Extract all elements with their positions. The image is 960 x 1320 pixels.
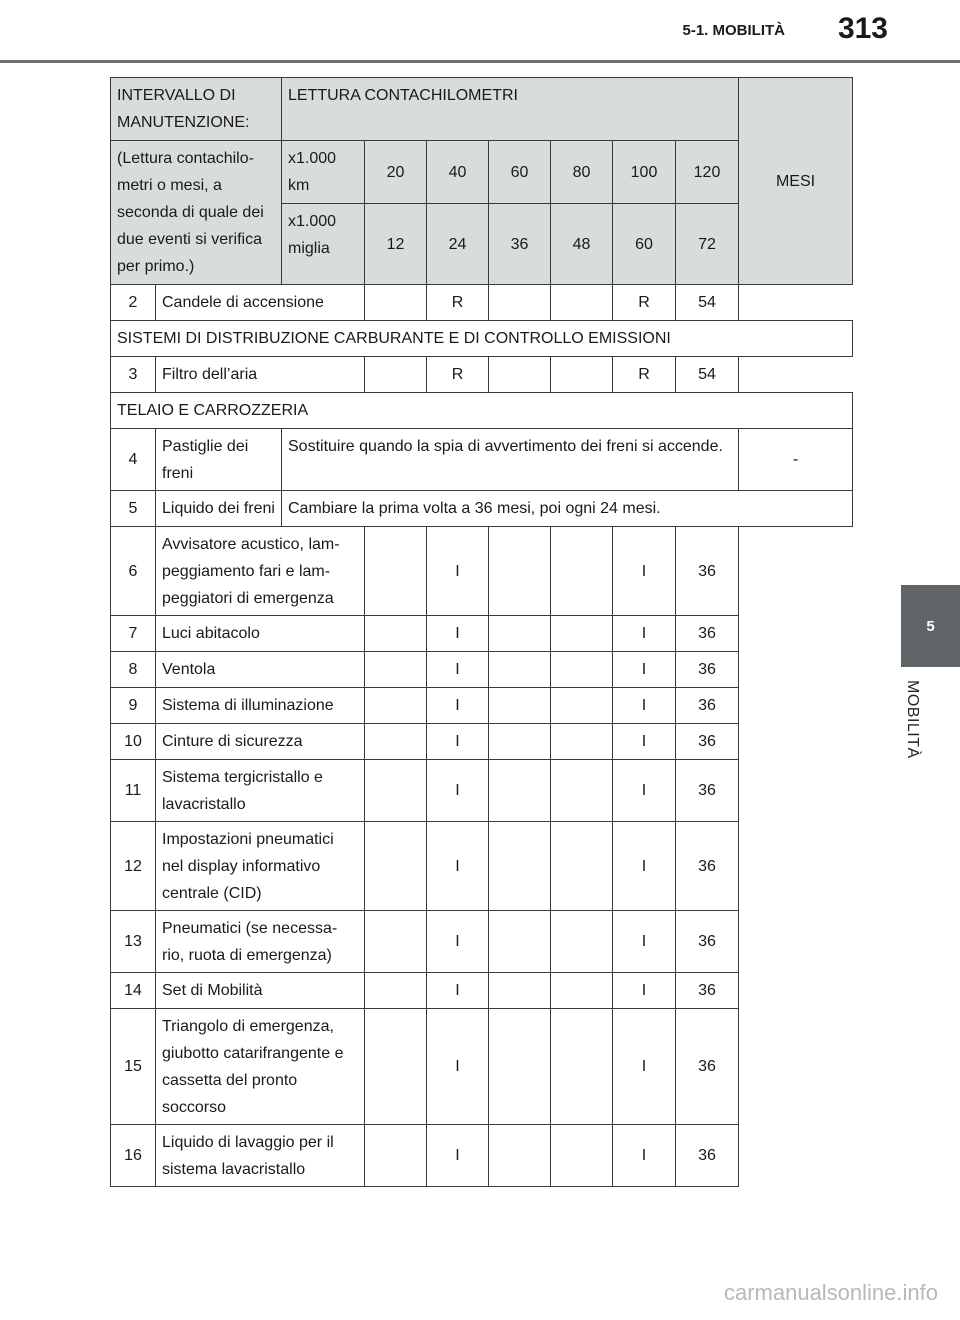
row-item: Set di Mobilità xyxy=(156,973,365,1009)
table-row xyxy=(111,429,853,491)
cell-mark: R xyxy=(613,357,676,393)
row-months: 36 xyxy=(676,688,739,724)
row-number: 11 xyxy=(111,760,156,822)
table-row xyxy=(111,724,853,760)
row-months: 36 xyxy=(676,760,739,822)
cell-mark: I xyxy=(427,527,489,616)
section-chassis-body: TELAIO E CARROZZERIA xyxy=(111,393,853,429)
row-months: 36 xyxy=(676,911,739,973)
cell-mark: I xyxy=(427,822,489,911)
row-number: 16 xyxy=(111,1125,156,1187)
interval-note: (Lettura contachilo-metri o mesi, a seconda di quale dei due eventi si verifica per primo.) xyxy=(111,141,282,285)
section-row xyxy=(111,321,853,357)
chapter-label: MOBILITÀ xyxy=(904,680,921,759)
row-months: 36 xyxy=(676,822,739,911)
cell-mark: I xyxy=(427,1125,489,1187)
table-row xyxy=(111,491,853,527)
cell-mark: R xyxy=(613,285,676,321)
cell-mark: I xyxy=(613,688,676,724)
row-number: 8 xyxy=(111,652,156,688)
row-number: 3 xyxy=(111,357,156,393)
row-item: Sistema tergicristallo e lavacristallo xyxy=(156,760,365,822)
row-number: 2 xyxy=(111,285,156,321)
row-item: Sistema di illuminazione xyxy=(156,688,365,724)
miles-value: 36 xyxy=(489,204,551,285)
row-number: 6 xyxy=(111,527,156,616)
row-item: Liquido dei freni xyxy=(156,491,282,527)
maintenance-table xyxy=(110,77,853,1187)
cell-mark: I xyxy=(613,911,676,973)
header-divider xyxy=(0,60,960,63)
km-value: 80 xyxy=(551,141,613,204)
row-item: Cinture di sicurezza xyxy=(156,724,365,760)
cell-mark: R xyxy=(427,357,489,393)
header-row-1 xyxy=(111,78,853,141)
table-row xyxy=(111,652,853,688)
row-number: 13 xyxy=(111,911,156,973)
cell-mark: I xyxy=(613,760,676,822)
km-value: 120 xyxy=(676,141,739,204)
row-months: 36 xyxy=(676,1009,739,1125)
row-number: 14 xyxy=(111,973,156,1009)
miles-value: 60 xyxy=(613,204,676,285)
cell-mark: I xyxy=(613,652,676,688)
row-months: 36 xyxy=(676,652,739,688)
row-item: Filtro dell’aria xyxy=(156,357,365,393)
chapter-tab[interactable]: 5 xyxy=(901,585,960,667)
row-number: 5 xyxy=(111,491,156,527)
table-row xyxy=(111,527,853,616)
row-item: Candele di accensione xyxy=(156,285,365,321)
cell-mark: I xyxy=(613,1009,676,1125)
row-months: 54 xyxy=(676,357,739,393)
miles-value: 24 xyxy=(427,204,489,285)
row-months: 54 xyxy=(676,285,739,321)
miles-value: 72 xyxy=(676,204,739,285)
km-value: 100 xyxy=(613,141,676,204)
table-row xyxy=(111,1009,853,1125)
row-months: 36 xyxy=(676,1125,739,1187)
row-note: Sostituire quando la spia di avvertimento dei freni si accende. xyxy=(282,429,739,491)
row-number: 7 xyxy=(111,616,156,652)
cell-mark: I xyxy=(427,973,489,1009)
row-number: 12 xyxy=(111,822,156,911)
row-months: 36 xyxy=(676,527,739,616)
km-value: 20 xyxy=(365,141,427,204)
cell-mark: R xyxy=(427,285,489,321)
cell-mark: I xyxy=(613,973,676,1009)
cell-mark: I xyxy=(613,822,676,911)
cell-mark: I xyxy=(427,616,489,652)
table-row xyxy=(111,1125,853,1187)
table-row xyxy=(111,822,853,911)
km-unit: x1.000 km xyxy=(282,141,365,204)
watermark: carmanualsonline.info xyxy=(723,1280,938,1305)
cell-mark: I xyxy=(613,527,676,616)
miles-value: 48 xyxy=(551,204,613,285)
cell-mark: I xyxy=(427,760,489,822)
row-item: Pastiglie dei freni xyxy=(156,429,282,491)
months-label: MESI xyxy=(739,78,853,285)
miles-value: 12 xyxy=(365,204,427,285)
odometer-label: LETTURA CONTACHILOMETRI xyxy=(282,78,739,141)
section-fuel-emissions: SISTEMI DI DISTRIBUZIONE CARBURANTE E DI CONTROLLO EMISSIONI xyxy=(111,321,853,357)
cell-mark: I xyxy=(427,1009,489,1125)
cell-mark: I xyxy=(427,652,489,688)
cell-mark: I xyxy=(427,688,489,724)
row-item: Liquido di lavaggio per il sistema lavacristallo xyxy=(156,1125,365,1187)
table-row xyxy=(111,285,853,321)
row-number: 9 xyxy=(111,688,156,724)
table-row xyxy=(111,760,853,822)
km-value: 60 xyxy=(489,141,551,204)
cell-mark: I xyxy=(613,1125,676,1187)
row-number: 15 xyxy=(111,1009,156,1125)
row-item: Luci abitacolo xyxy=(156,616,365,652)
row-item: Ventola xyxy=(156,652,365,688)
row-number: 10 xyxy=(111,724,156,760)
table-row xyxy=(111,973,853,1009)
table-row xyxy=(111,911,853,973)
row-months: 36 xyxy=(676,973,739,1009)
miles-unit: x1.000 miglia xyxy=(282,204,365,285)
page-number: 313 xyxy=(837,12,888,45)
section-title: 5-1. MOBILITÀ xyxy=(682,22,785,39)
cell-mark: I xyxy=(613,616,676,652)
row-note: Cambiare la prima volta a 36 mesi, poi ogni 24 mesi. xyxy=(282,491,853,527)
cell-mark: I xyxy=(427,911,489,973)
table-row xyxy=(111,357,853,393)
row-item: Triangolo di emergenza, giubotto catarifrangente e cassetta del pronto soccorso xyxy=(156,1009,365,1125)
section-row xyxy=(111,393,853,429)
row-months: - xyxy=(739,429,853,491)
row-months: 36 xyxy=(676,724,739,760)
cell-mark: I xyxy=(427,724,489,760)
row-item: Pneumatici (se necessa-rio, ruota di emergenza) xyxy=(156,911,365,973)
km-value: 40 xyxy=(427,141,489,204)
table-row xyxy=(111,616,853,652)
interval-label: INTERVALLO DI MANUTENZIONE: xyxy=(111,78,282,141)
row-months: 36 xyxy=(676,616,739,652)
table-row xyxy=(111,688,853,724)
cell-mark: I xyxy=(613,724,676,760)
row-item: Avvisatore acustico, lam-peggiamento fari e lam-peggiatori di emergenza xyxy=(156,527,365,616)
row-number: 4 xyxy=(111,429,156,491)
row-item: Impostazioni pneumatici nel display informativo centrale (CID) xyxy=(156,822,365,911)
